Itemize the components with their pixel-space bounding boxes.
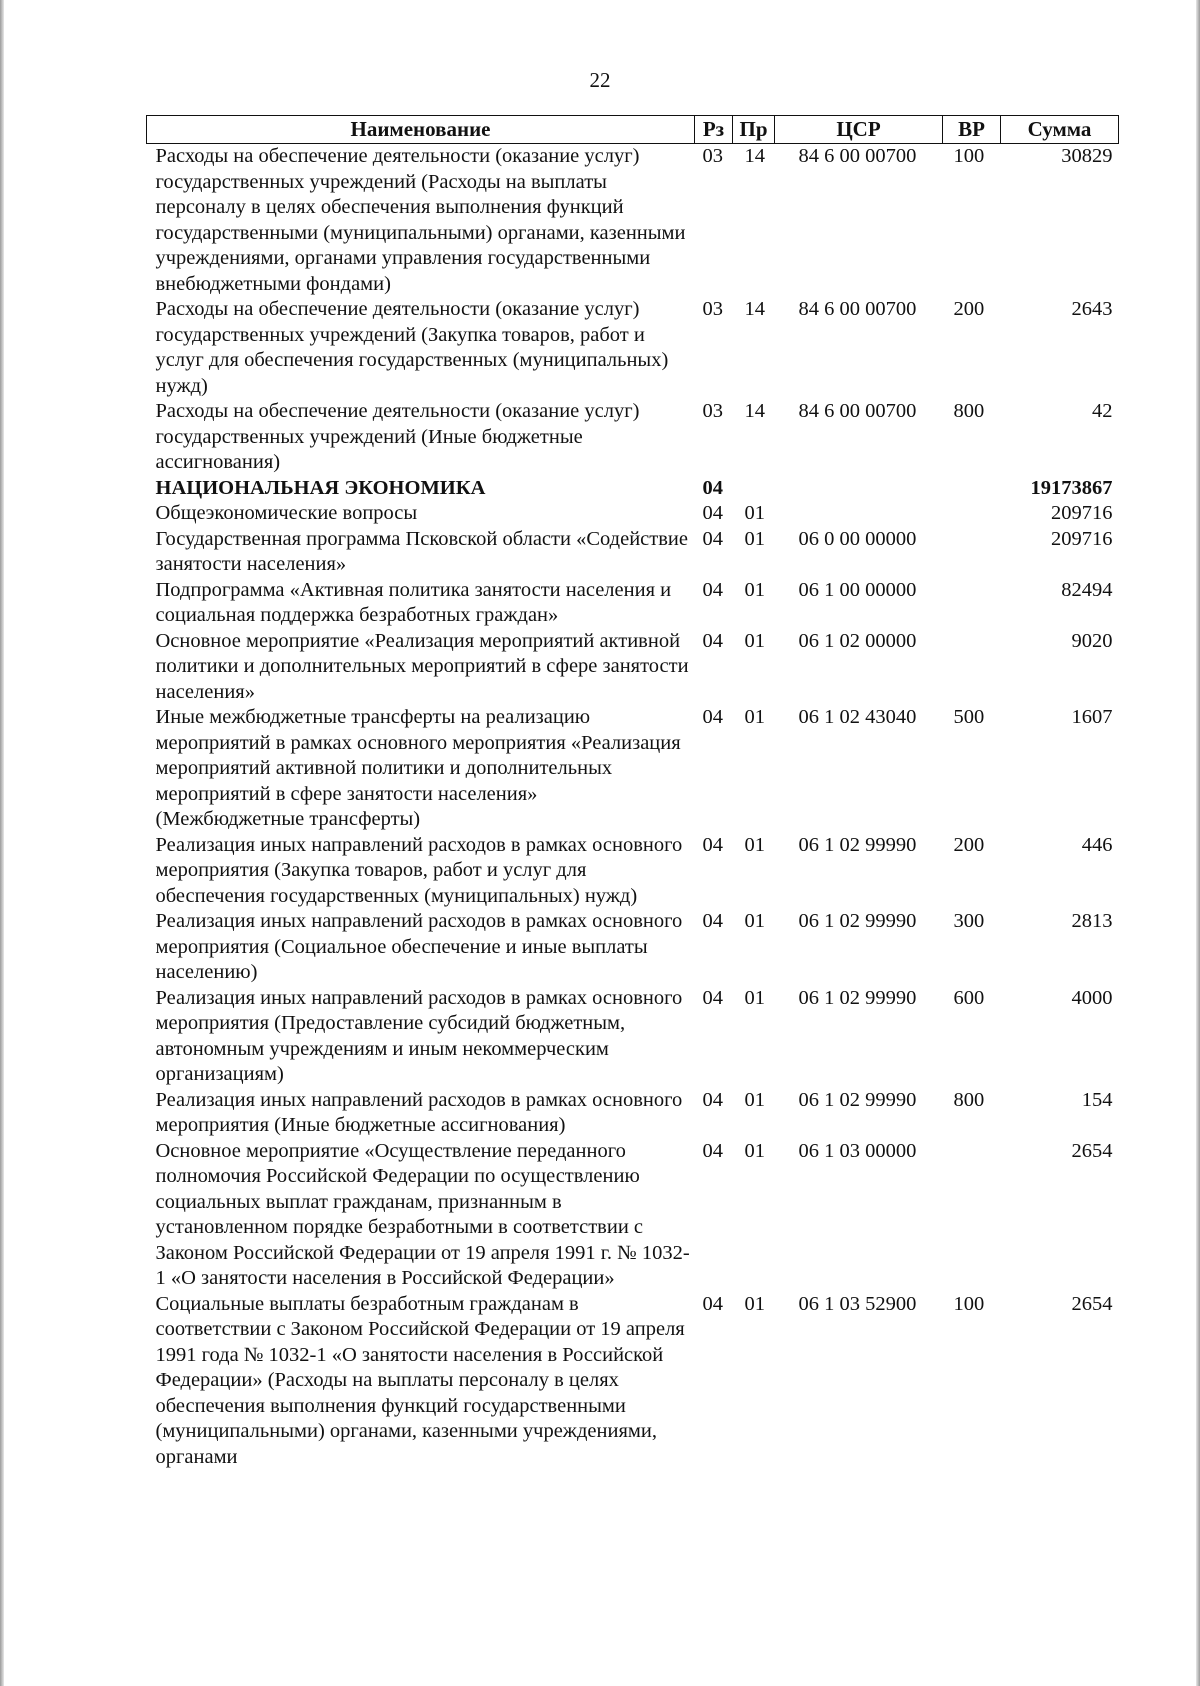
table-row-section: [147, 476, 1119, 502]
row-csr: 06 1 02 99990: [798, 1088, 917, 1111]
row-sum: 4000: [1071, 986, 1113, 1009]
row-rz: 04: [702, 986, 723, 1009]
row-rz: 04: [702, 1139, 723, 1162]
row-rz: 04: [702, 833, 723, 856]
header-sum: Сумма: [1001, 116, 1119, 144]
table-row: [147, 833, 1119, 910]
row-csr: 06 1 02 43040: [798, 706, 917, 728]
row-name: Реализация иных направлений расходов в рамках основного мероприятия (Социальное обеспечение и иные выплаты населению): [155, 910, 683, 983]
row-vr: 200: [953, 298, 985, 320]
row-vr: 100: [953, 1292, 985, 1315]
row-sum: 42: [1092, 400, 1113, 422]
header-csr: ЦСР: [775, 116, 943, 144]
header-name: Наименование: [147, 116, 695, 144]
row-name: Расходы на обеспечение деятельности (оказание услуг) государственных учреждений (Расходы на выплаты персоналу в целях обеспечения выполнения функций государственными (муниципальными) органами, казенными учреждениями, органами управления государственными внебюджетными фондами): [155, 145, 686, 295]
row-name: Основное мероприятие «Осуществление переданного полномочия Российской Федерации по осуществлению социальных выплат гражданам, признанным в установленном порядке безработными в соответствии с Законом Российской Федерации от 19 апреля 1991 г. № 1032-1 «О занятости населения в Российской Федерации»: [155, 1139, 690, 1289]
table-row: [147, 399, 1119, 476]
row-sum: 30829: [1061, 145, 1113, 167]
budget-table: [146, 115, 1119, 1470]
table-row: [147, 1292, 1119, 1471]
row-sum: 2654: [1071, 1292, 1113, 1315]
row-csr: 84 6 00 00700: [798, 145, 917, 167]
row-name: Иные межбюджетные трансферты на реализацию мероприятий в рамках основного мероприятия «Реализация мероприятий активной политики и дополнительных мероприятий в сфере занятости населения» (Межбюджетные трансферты): [155, 706, 681, 830]
row-rz: 04: [702, 578, 723, 601]
row-sum: 9020: [1071, 629, 1113, 652]
row-sum: 82494: [1061, 578, 1113, 601]
table-row: [147, 1139, 1119, 1292]
row-name: Расходы на обеспечение деятельности (оказание услуг) государственных учреждений (Закупка товаров, работ и услуг для обеспечения государственных (муниципальных) нужд): [155, 298, 669, 397]
row-csr: 06 1 02 99990: [798, 833, 917, 856]
table-row: [147, 144, 1119, 298]
row-csr: 84 6 00 00700: [798, 298, 917, 320]
row-pr: 14: [744, 298, 765, 320]
row-vr: [943, 1139, 1001, 1292]
row-pr: 01: [744, 1088, 765, 1111]
scan-edge-left: [0, 0, 4, 1686]
header-rz: Рз: [695, 116, 733, 144]
table-row: [147, 1088, 1119, 1139]
row-csr: [775, 476, 943, 502]
row-vr: 500: [953, 706, 985, 728]
row-rz: 03: [702, 145, 723, 167]
row-pr: 01: [744, 1139, 765, 1162]
row-name: Общеэкономические вопросы: [155, 502, 418, 524]
row-pr: [733, 476, 775, 502]
row-vr: [943, 501, 1001, 527]
row-vr: 100: [953, 145, 985, 167]
row-rz: 04: [702, 502, 723, 524]
row-csr: 06 1 03 52900: [798, 1292, 917, 1315]
row-sum: 209716: [1051, 502, 1113, 524]
row-pr: 01: [744, 578, 765, 601]
row-csr: 84 6 00 00700: [798, 400, 917, 422]
header-row: [147, 116, 1119, 144]
table-header: [147, 116, 1119, 144]
row-pr: 01: [744, 910, 765, 932]
row-rz: 04: [702, 1292, 723, 1315]
row-sum: 209716: [1051, 527, 1113, 550]
table-row: [147, 297, 1119, 399]
row-csr: 06 1 02 99990: [798, 910, 917, 932]
row-sum: 154: [1081, 1088, 1113, 1111]
row-name: Реализация иных направлений расходов в рамках основного мероприятия (Иные бюджетные ассигнования): [155, 1088, 683, 1136]
row-rz: 04: [702, 706, 723, 728]
table-row: [147, 705, 1119, 833]
row-pr: 01: [744, 629, 765, 652]
table-row: [147, 629, 1119, 706]
table-row: [147, 909, 1119, 986]
header-vr: ВР: [943, 116, 1001, 144]
row-name: Реализация иных направлений расходов в рамках основного мероприятия (Предоставление субсидий бюджетным, автономным учреждениям и иным некоммерческим организациям): [155, 986, 683, 1085]
row-vr: 800: [953, 1088, 985, 1111]
row-name: Государственная программа Псковской области «Содействие занятости населения»: [155, 527, 688, 575]
row-pr: 01: [744, 502, 765, 524]
page-number: 22: [589, 68, 611, 92]
row-sum: 2654: [1071, 1139, 1113, 1162]
row-rz: 04: [702, 527, 723, 550]
table-body: [147, 144, 1119, 1471]
row-pr: 01: [744, 986, 765, 1009]
row-pr: 01: [744, 706, 765, 728]
table-row: [147, 501, 1119, 527]
table-row: [147, 527, 1119, 578]
row-vr: 800: [953, 400, 985, 422]
row-rz: 04: [702, 1088, 723, 1111]
row-csr: 06 1 00 00000: [798, 578, 917, 601]
row-vr: [943, 578, 1001, 629]
row-name: Расходы на обеспечение деятельности (оказание услуг) государственных учреждений (Иные бюджетные ассигнования): [155, 400, 640, 473]
row-sum: 1607: [1071, 706, 1113, 728]
row-rz: 03: [702, 400, 723, 422]
row-pr: 14: [744, 400, 765, 422]
row-pr: 01: [744, 833, 765, 856]
row-vr: 300: [953, 910, 985, 932]
row-sum: 19173867: [1030, 476, 1113, 499]
row-vr: 600: [953, 986, 985, 1009]
table-row: [147, 986, 1119, 1088]
row-vr: 200: [953, 833, 985, 856]
row-sum: 2813: [1071, 910, 1113, 932]
row-csr: 06 0 00 00000: [798, 527, 917, 550]
row-rz: 04: [702, 910, 723, 932]
row-sum: 446: [1081, 833, 1113, 856]
row-vr: [943, 629, 1001, 706]
scan-edge-right: [1196, 0, 1200, 1686]
row-csr: 06 1 02 00000: [798, 629, 917, 652]
row-pr: 01: [744, 527, 765, 550]
header-pr: Пр: [733, 116, 775, 144]
row-sum: 2643: [1071, 298, 1113, 320]
row-vr: [943, 476, 1001, 502]
row-pr: 14: [744, 145, 765, 167]
row-name: Основное мероприятие «Реализация мероприятий активной политики и дополнительных мероприятий в сфере занятости населения»: [155, 629, 689, 703]
table-row: [147, 578, 1119, 629]
row-vr: [943, 527, 1001, 578]
row-name: Подпрограмма «Активная политика занятости населения и социальная поддержка безработных граждан»: [155, 578, 672, 626]
row-csr: 06 1 02 99990: [798, 986, 917, 1009]
row-rz: 04: [702, 629, 723, 652]
row-name: Социальные выплаты безработным гражданам в соответствии с Законом Российской Федерации от 19 апреля 1991 года № 1032-1 «О занятости населения в Российской Федерации» (Расходы на выплаты персоналу в целях обеспечения выполнения функций государственными (муниципальными) органами, казенными учреждениями, органами: [155, 1292, 685, 1468]
row-csr: [775, 501, 943, 527]
row-rz: 04: [702, 476, 723, 499]
row-name: Реализация иных направлений расходов в рамках основного мероприятия (Закупка товаров, работ и услуг для обеспечения государственных (муниципальных) нужд): [155, 833, 683, 907]
row-name: НАЦИОНАЛЬНАЯ ЭКОНОМИКА: [155, 476, 486, 499]
row-rz: 03: [702, 298, 723, 320]
row-pr: 01: [744, 1292, 765, 1315]
row-csr: 06 1 03 00000: [798, 1139, 917, 1162]
